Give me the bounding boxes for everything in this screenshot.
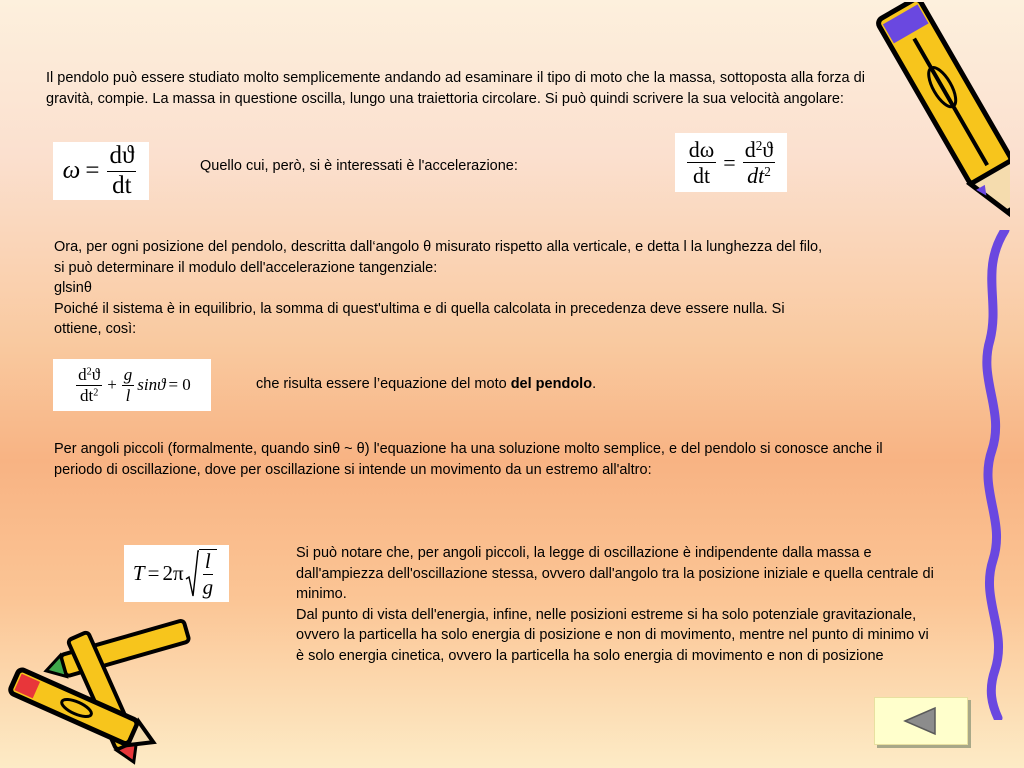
plus-sign: + [107,375,117,394]
equation-pendulum [53,359,211,411]
fraction [76,366,102,405]
conclusion-line-1: Si può notare che, per angoli piccoli, la legge di oscillazione è indipendente dalla massa e dall'ampiezza dell'oscillazione stessa, ovvero dall'angolo tra la posizione iniziale e quella centrale di minimo. [296,545,934,602]
pendulum-caption [256,374,676,395]
d-symbol: d [78,364,87,384]
fraction [122,366,135,405]
fraction [107,143,136,199]
sin-term: sinϑ [137,375,166,394]
equals-sign: = [723,149,736,175]
wavy-border [960,230,1024,720]
caption-period: . [592,376,597,392]
denominator: dt [112,171,132,199]
tangential-line-1: Ora, per ogni posizione del pendolo, descritta dall‘angolo θ misurato rispetto alla verticale, e detta l la lunghezza del filo, si può determinare il modulo dell'accelerazione tangenziale: [54,239,823,276]
exponent: 2 [93,386,99,398]
equation-angular-acceleration [675,133,787,192]
denominator: l [125,385,131,405]
fraction [199,549,218,597]
numerator: dϑ [107,143,136,171]
intro-paragraph: Il pendolo può essere studiato molto semplicemente andando ad esaminare il tipo di moto che la massa, sottoposta alla forza di gravità, compie. La massa in questione oscilla, lungo una traiettoria circolare. Si può quindi scrivere la sua velocità angolare: [46,70,865,107]
conclusion-paragraph [296,543,936,666]
omega-symbol: ω [62,157,81,184]
dt-symbol: dt [80,385,94,405]
period-symbol: T [132,561,145,585]
tangential-line-3: Poiché il sistema è in equilibrio, la somma di quest'ultima e di quella calcolata in precedenza deve essere nulla. Si ottiene, così: [54,300,785,337]
equals-sign: = [85,157,100,184]
equation-angular-velocity [53,142,149,200]
numerator [76,366,102,386]
back-button[interactable] [874,697,968,745]
numerator [743,138,776,163]
numerator: dω [688,136,715,162]
pencil-icon [860,2,1010,244]
denominator [745,163,773,187]
fraction [687,138,716,187]
denominator [78,386,100,405]
numerator: g [123,364,133,384]
equals-sign: = [147,561,160,585]
theta-symbol: ϑ [91,364,101,384]
caption-bold: del pendolo [510,376,593,392]
acceleration-caption: Quello cui, però, si è interessati è l'accelerazione: [200,158,518,174]
crayons-icon [0,615,210,765]
theta-symbol: ϑ [762,136,774,162]
equals-zero: = 0 [168,375,191,394]
conclusion-line-2: Dal punto di vista dell'energia, infine, nelle posizioni estreme si ha solo potenziale gravitazionale, ovvero la particella ha solo energia di posizione e non di movimento, mentre nel punto di minimo vi è solo energia cinetica, ovvero la particella ha solo energia di movimento e non di posizione [296,606,929,664]
tangential-formula: glsinθ [54,280,92,296]
sqrt-icon [185,549,199,599]
exponent: 2 [86,366,92,378]
equation-period [124,545,229,602]
numerator: l [204,549,211,574]
d-symbol: d [744,136,756,162]
small-angles-paragraph: Per angoli piccoli (formalmente, quando sinθ ~ θ) l'equazione ha una soluzione molto semplice, e del pendolo si conosce anche il periodo di oscillazione, dove per oscillazione si intende un movimento da un estremo all'altro: [54,441,883,478]
dt-symbol: dt [747,163,765,188]
tangential-paragraph [54,237,834,340]
denominator: g [202,574,214,599]
back-arrow-icon [901,706,941,736]
exponent: 2 [755,137,763,153]
denominator: dt [692,163,711,188]
coefficient: 2π [162,561,184,585]
caption-text: che risulta essere l’equazione del moto [256,376,511,392]
fraction [743,138,776,187]
exponent: 2 [764,163,771,179]
